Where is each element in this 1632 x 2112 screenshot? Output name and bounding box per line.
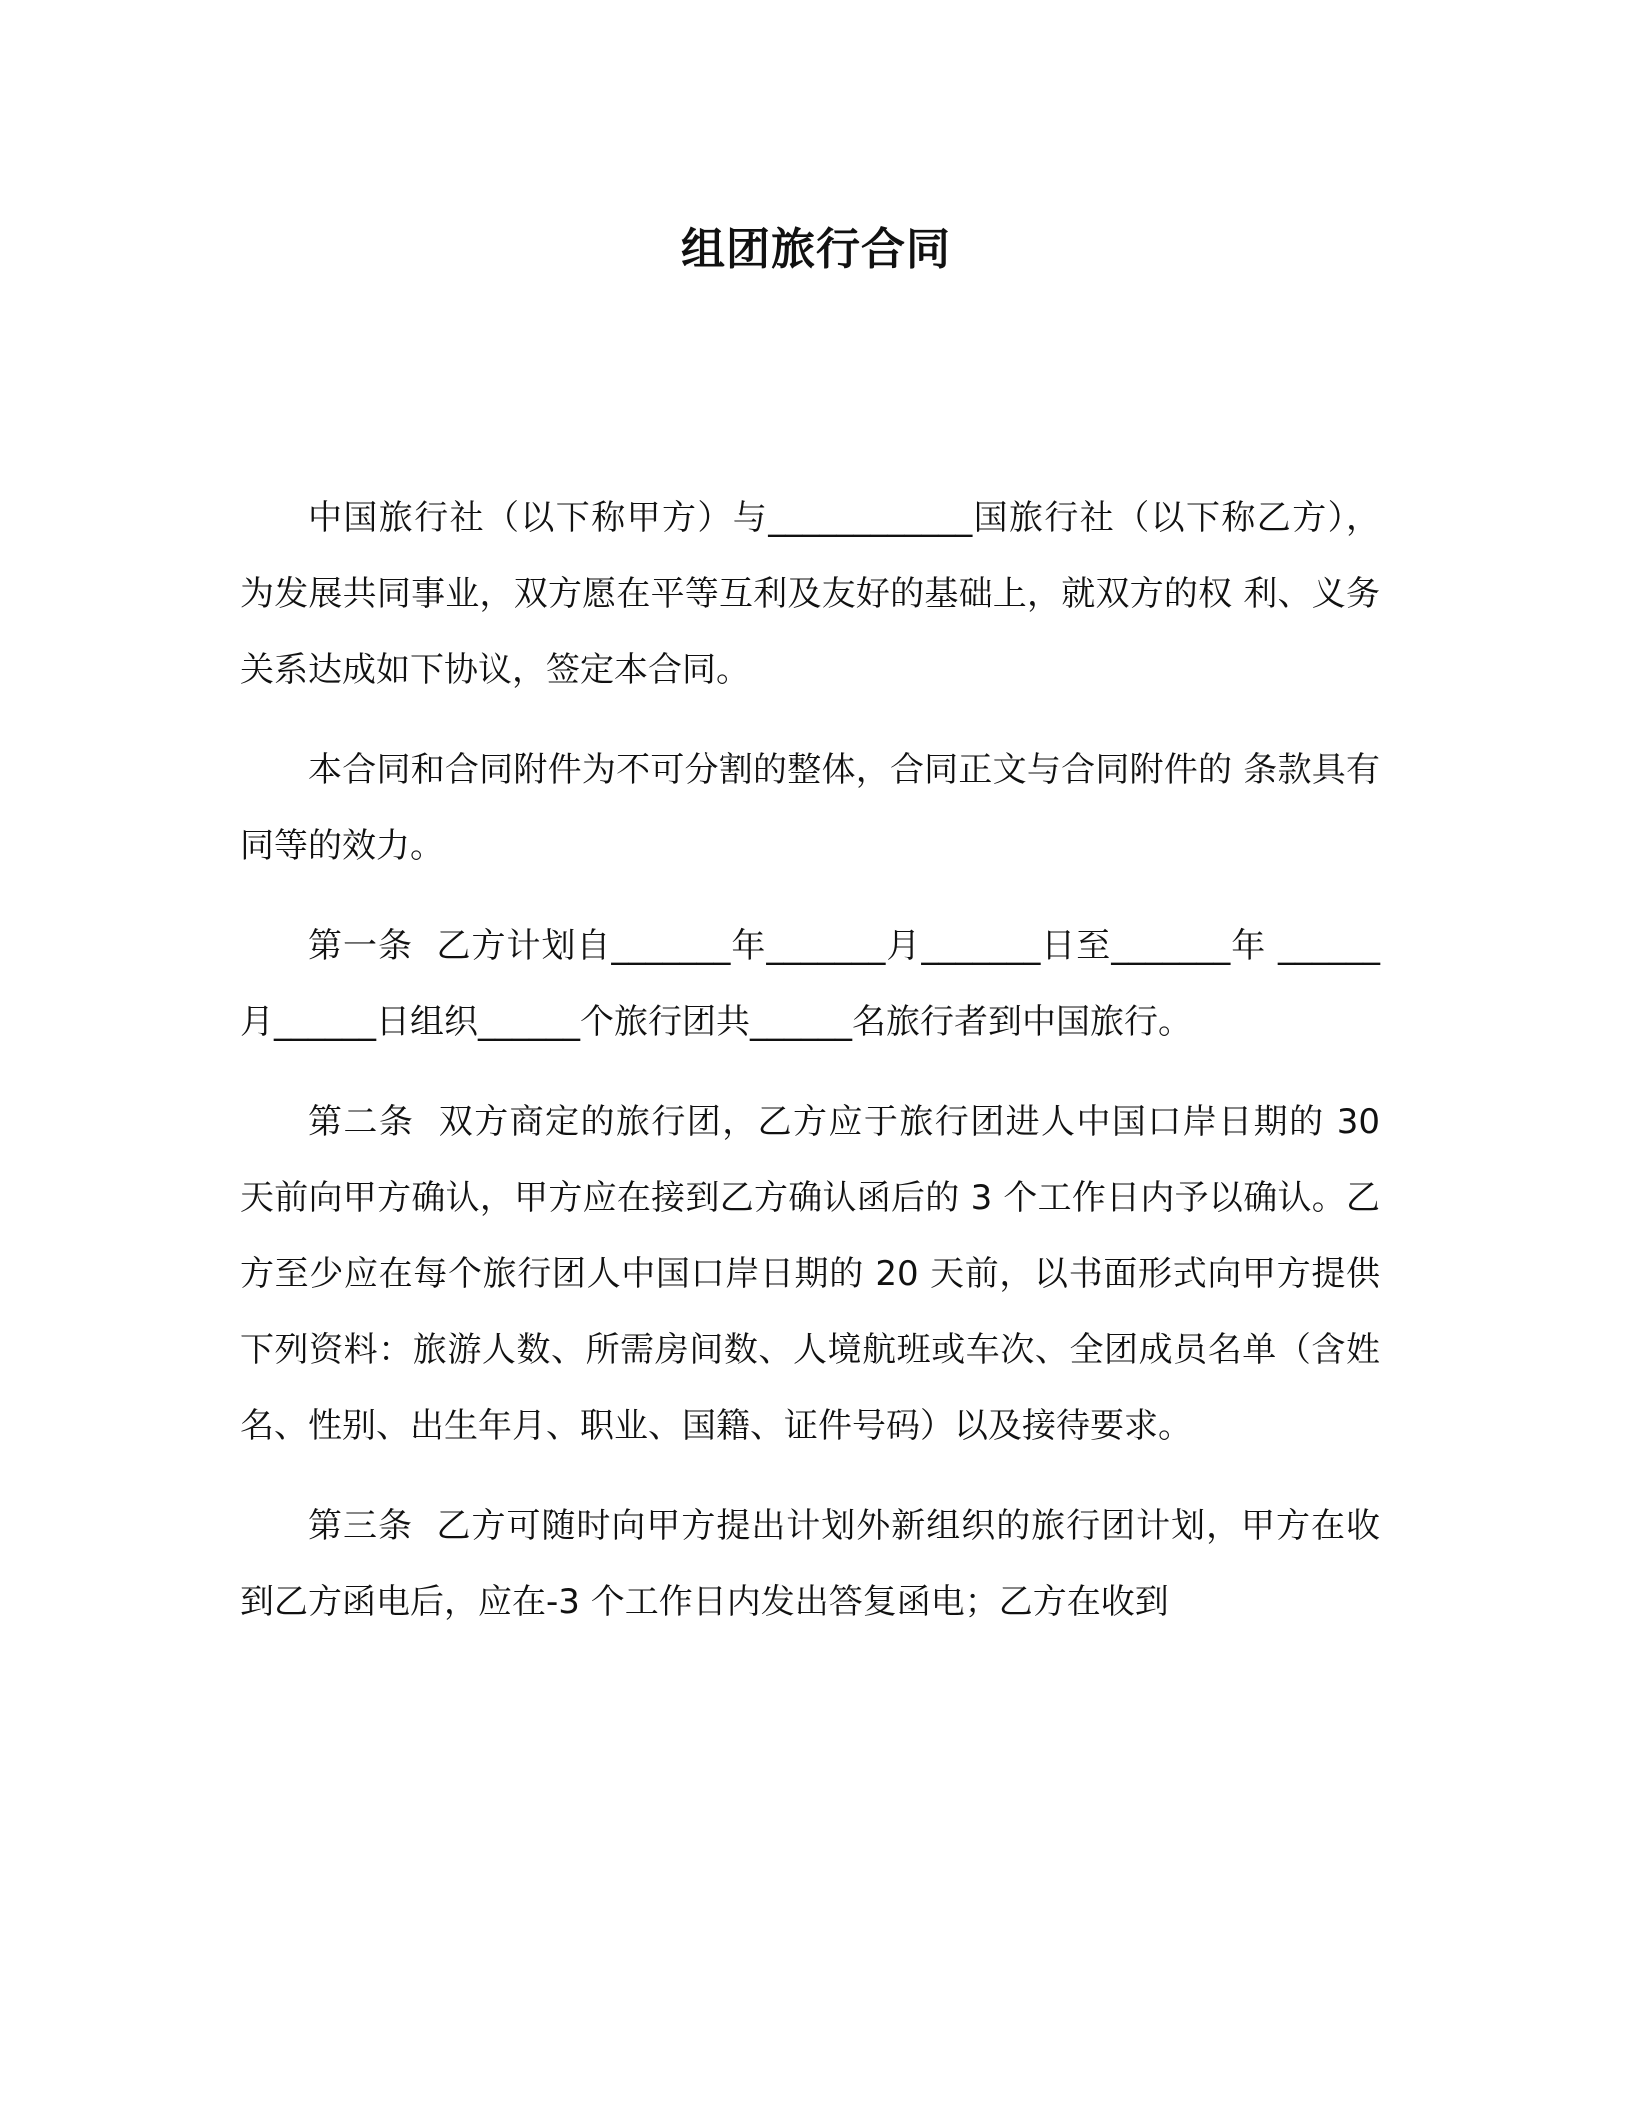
paragraph-article-1: 第一条 乙方计划自_______年_______月_______日至_______年 ______月______日组织______个旅行团共______名旅行者到中国旅行。	[240, 926, 1380, 1042]
document-body	[240, 480, 1402, 1664]
paragraph-intro: 中国旅行社（以下称甲方）与____________国旅行社（以下称乙方）， 为发展共同事业，双方愿在平等互利及友好的基础上，就双方的权 利、义务关系达成如下协议，签定本合同。	[240, 498, 1402, 690]
paragraph-article-2: 第二条 双方商定的旅行团，乙方应于旅行团进人中国口岸日期的 30 天前向甲方确认，甲方应在接到乙方确认函后的 3 个工作日内予以确认。乙方至少应在每个旅行团人中国口岸日期的 20 天前，以书面形式向甲方提供下列资料：旅游人数、所需房间数、人境航班或车次、全团成员名单（含姓名、性别、出生年月、职业、国籍、证件号码）以及接待要求。	[240, 1102, 1391, 1446]
paragraph-article-3: 第三条 乙方可随时向甲方提出计划外新组织的旅行团计划，甲方在收到乙方函电后，应在-3 个工作日内发出答复函电；乙方在收到	[240, 1506, 1380, 1622]
paragraph-attachment: 本合同和合同附件为不可分割的整体，合同正文与合同附件的 条款具有同等的效力。	[240, 750, 1380, 866]
document-title: 组团旅行合同	[681, 224, 951, 275]
